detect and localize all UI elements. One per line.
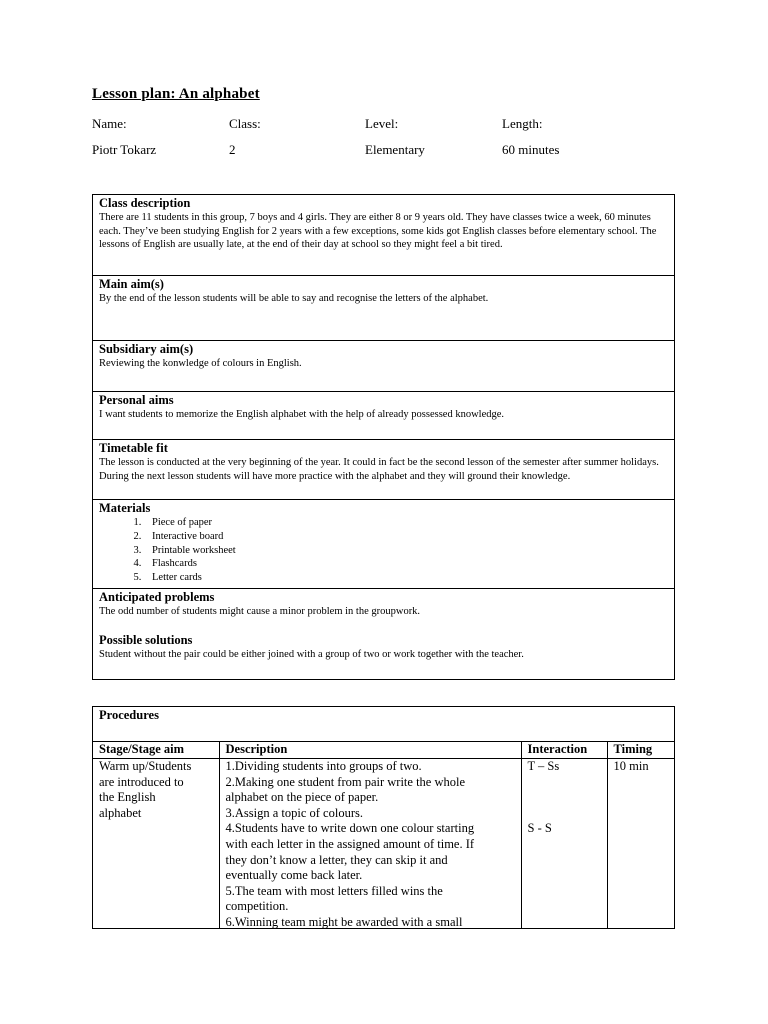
cell-line: eventually come back later. [225, 868, 363, 883]
timing-cell: 10 min [607, 759, 675, 930]
cell-line [528, 806, 601, 822]
section-heading: Main aim(s) [99, 277, 164, 291]
cell-line [528, 790, 601, 806]
description-cell [219, 759, 521, 930]
list-item: 3. Printable worksheet [144, 544, 668, 558]
cell-line: alphabet on the piece of paper. [225, 790, 379, 805]
column-header: Stage/Stage aim [93, 742, 219, 759]
cell-line: are introduced to [99, 774, 184, 789]
column-header: Timing [607, 742, 675, 759]
interaction-cell [521, 759, 607, 930]
cell-line: 1.Dividing students into groups of two. [225, 759, 422, 773]
main-aims-section [93, 276, 674, 341]
materials-section [93, 500, 674, 589]
class-description-section [93, 195, 674, 276]
section-text: There are 11 students in this group, 7 boys and 4 girls. They are either 8 or 9 years old. They have classes twice a week, 60 minutes each. They’ve been studying English for 2 years with a few exceptions, some kids got English classes before elementary school. The lessons of English are usually late, at the end of their day at school so they might feel a bit tired. [99, 212, 657, 251]
name-value: Piotr Tokarz [92, 142, 157, 157]
column-header: Description [219, 742, 521, 759]
list-item: 4. Flashcards [144, 557, 668, 571]
cell-line: S - S [527, 821, 552, 836]
cell-line: with each letter in the assigned amount of time. If [225, 836, 475, 851]
document-title: Lesson plan: An alphabet [92, 86, 260, 102]
length-label: Length: [502, 116, 543, 131]
cell-line: competition. [225, 899, 289, 914]
section-text: The odd number of students might cause a minor problem in the groupwork. [99, 606, 421, 617]
procedures-title: Procedures [93, 707, 674, 742]
section-heading: Timetable fit [99, 441, 168, 455]
table-row [93, 759, 675, 930]
list-item: 5. Letter cards [144, 571, 668, 585]
length-value: 60 minutes [502, 142, 560, 157]
cell-line: they don’t know a letter, they can skip it and [225, 852, 448, 867]
procedures-box [92, 706, 675, 929]
section-text: I want students to memorize the English alphabet with the help of already possessed knowledge. [99, 409, 505, 420]
cell-line: T – Ss [527, 759, 560, 773]
anticipated-problems-section [93, 589, 674, 679]
table-header-row [93, 742, 675, 759]
cell-line: 5.The team with most letters filled wins the [225, 883, 443, 898]
section-heading: Subsidiary aim(s) [99, 342, 194, 356]
list-item: 1. Piece of paper [144, 516, 668, 530]
solutions-text: Student without the pair could be either joined with a group of two or work together with the teacher. [99, 648, 524, 660]
class-label: Class: [229, 116, 261, 131]
section-heading: Class description [99, 196, 191, 210]
stage-cell [93, 759, 219, 930]
procedures-table [93, 742, 675, 929]
level-value: Elementary [365, 142, 425, 157]
personal-aims-section [93, 392, 674, 440]
cell-line [528, 775, 601, 791]
column-header: Interaction [521, 742, 607, 759]
materials-list [99, 516, 668, 585]
cell-line: the English [99, 790, 156, 805]
list-item: 2. Interactive board [144, 530, 668, 544]
section-text: By the end of the lesson students will be able to say and recognise the letters of the alphabet. [99, 293, 489, 304]
solutions-heading: Possible solutions [99, 632, 193, 647]
cell-line: Warm up/Students [99, 759, 192, 773]
section-text: The lesson is conducted at the very beginning of the year. It could in fact be the second lesson of the semester after summer holidays. During the next lesson students will have more practice with the alphabet and they will ground their knowledge. [99, 457, 659, 482]
cell-line: 6.Winning team might be awarded with a small [225, 914, 463, 929]
name-label: Name: [92, 116, 127, 131]
timetable-fit-section [93, 440, 674, 500]
cell-line: 4.Students have to write down one colour starting [225, 821, 475, 836]
class-value: 2 [229, 142, 236, 157]
section-text: Reviewing the konwledge of colours in English. [99, 358, 302, 369]
level-label: Level: [365, 116, 399, 131]
section-heading: Materials [99, 501, 151, 515]
section-heading: Anticipated problems [99, 590, 215, 604]
cell-line: 3.Assign a topic of colours. [225, 805, 363, 820]
subsidiary-aims-section [93, 341, 674, 392]
cell-line: alphabet [99, 805, 142, 820]
cell-line: 2.Making one student from pair write the whole [225, 774, 466, 789]
lesson-details-box [92, 194, 675, 680]
section-heading: Personal aims [99, 393, 174, 407]
